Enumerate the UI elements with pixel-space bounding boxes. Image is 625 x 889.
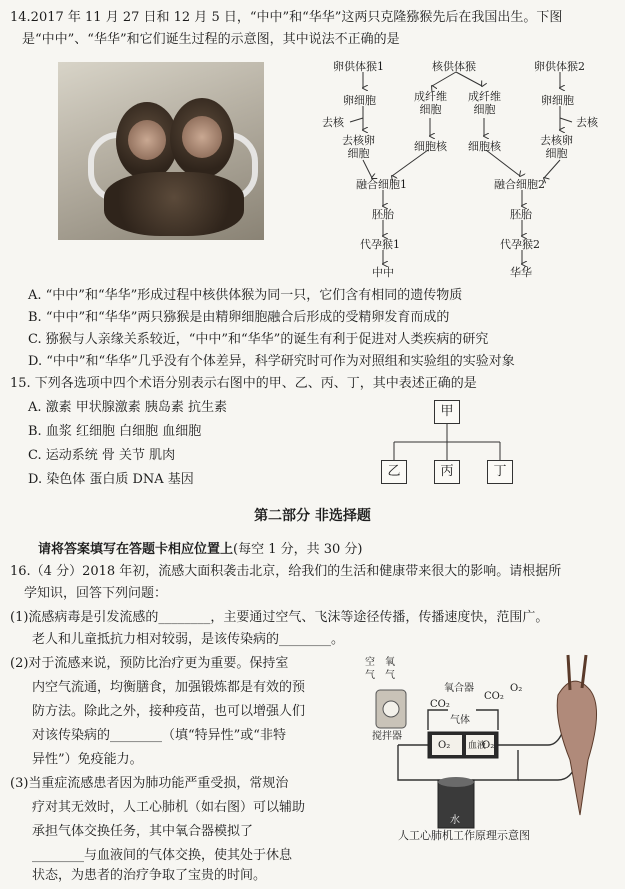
co2-label-a: CO₂ xyxy=(430,699,450,710)
q16-stem-line1: 16.（4 分）2018 年初，流感大面积袭击北京，给我们的生活和健康带来很大的影响。请根据所 xyxy=(10,564,562,579)
q16-stem-line2: 学知识，回答下列问题： xyxy=(24,586,168,601)
q15-tree-diagram xyxy=(370,398,530,490)
fused-cell-1: 融合细胞1 xyxy=(356,178,407,191)
q15-option-d: D. 染色体 蛋白质 DNA 基因 xyxy=(28,472,194,487)
remove-nucleus-2: 去核 xyxy=(576,116,598,129)
q15-stem: 15. 下列各选项中四个术语分别表示右图中的甲、乙、丙、丁，其中表述正确的是 xyxy=(10,376,477,391)
q16-p2-line4: 对该传染病的________（填“特异性”或“非特 xyxy=(32,728,286,743)
q16-p3-line5: 状态，为患者的治疗争取了宝贵的时间。 xyxy=(32,868,267,883)
q16-p3-line3: 承担气体交换任务，其中氧合器模拟了 xyxy=(32,824,254,839)
remove-nucleus-1: 去核 xyxy=(322,116,344,129)
enucleated-1-line1: 去核卵 xyxy=(342,134,375,147)
q14-stem-line1: 14.2017 年 11 月 27 日和 12 月 5 日，“中中”和“华华”这两只克隆猕猴先后在我国出生。下图 xyxy=(10,10,563,25)
air-label: 空气 xyxy=(365,657,375,681)
q16-p2-line1: (2)对于流感来说，预防比治疗更为重要。保持室 xyxy=(10,656,289,671)
q16-p1-line1: (1)流感病毒是引发流感的________，主要通过空气、飞沫等途径传播，传播速度快，范围广。 xyxy=(10,610,549,625)
q16-p3-line1: (3)当重症流感患者因为肺功能严重受损，常规治 xyxy=(10,776,289,791)
cell-nucleus-2: 细胞核 xyxy=(468,140,501,153)
hlm-caption: 人工心肺机工作原理示意图 xyxy=(398,829,530,842)
fibroblast-a-line2: 细胞 xyxy=(419,103,442,116)
tree-root-jia: 甲 xyxy=(434,400,460,424)
co2-label-b: CO₂ xyxy=(484,691,504,702)
embryo-1: 胚胎 xyxy=(372,208,394,221)
q15-option-c: C. 运动系统 骨 关节 肌肉 xyxy=(28,448,176,463)
q15-option-b: B. 血浆 红细胞 白细胞 血细胞 xyxy=(28,424,202,439)
fibroblast-b xyxy=(468,90,501,116)
q14-option-a: A. “中中”和“华华”形成过程中核供体猴为同一只，它们含有相同的遗传物质 xyxy=(28,288,463,303)
enucleated-1-line2: 细胞 xyxy=(347,147,370,160)
embryo-2: 胚胎 xyxy=(510,208,532,221)
q16-p2-line5: 异性”）免疫能力。 xyxy=(32,752,143,767)
oxygen-label: 氧气 xyxy=(385,657,395,681)
o2-label-top: O₂ xyxy=(510,683,523,694)
blood-label: 血液 xyxy=(468,741,487,751)
instruction-bold: 请将答案填写在答题卡相应位置上 xyxy=(38,542,234,557)
tree-child-ding: 丁 xyxy=(487,460,513,484)
fused-cell-2: 融合细胞2 xyxy=(494,178,545,191)
surrogate-1: 代孕猴1 xyxy=(360,238,400,251)
part2-instruction xyxy=(38,540,363,560)
surrogate-2: 代孕猴2 xyxy=(500,238,540,251)
q16-p2-line3: 防方法。除此之外，接种疫苗，也可以增强人们 xyxy=(32,704,306,719)
enucleated-2-line2: 细胞 xyxy=(545,147,568,160)
egg-donor-1: 卵供体猴1 xyxy=(333,60,384,73)
part2-heading: 第二部分 非选择题 xyxy=(254,508,371,524)
mixer-label: 搅拌器 xyxy=(372,731,402,742)
fibroblast-a xyxy=(414,90,447,116)
q16-p2-line2: 内空气流通，均衡膳食，加强锻炼都是有效的预 xyxy=(32,680,306,695)
enucleated-2-line1: 去核卵 xyxy=(540,134,573,147)
zhongzhong-label: 中中 xyxy=(372,266,394,279)
q16-p3-line4: ________与血液间的气体交换，使其处于休息 xyxy=(32,848,293,863)
o2-label-right: O₂ xyxy=(482,740,495,751)
o2-label-left: O₂ xyxy=(438,740,451,751)
q14-stem-line2: 是“中中”、“华华”和它们诞生过程的示意图，其中说法不正确的是 xyxy=(22,32,400,47)
enucleated-oocyte-2 xyxy=(540,134,573,160)
cloning-flow-diagram xyxy=(0,0,625,290)
oocyte-2: 卵细胞 xyxy=(541,94,574,107)
fibroblast-a-line1: 成纤维 xyxy=(414,90,447,103)
nucleus-donor: 核供体猴 xyxy=(432,60,476,73)
heart-lung-machine-figure xyxy=(358,650,616,840)
q14-option-b: B. “中中”和“华华”两只猕猴是由精卵细胞融合后形成的受精卵发育而成的 xyxy=(28,310,450,325)
q14-option-d: D. “中中”和“华华”几乎没有个体差异，科学研究时可作为对照组和实验组的实验对象 xyxy=(28,354,515,369)
water-label: 水 xyxy=(450,815,460,826)
q16-p1-line2: 老人和儿童抵抗力相对较弱，是该传染病的________。 xyxy=(32,632,345,647)
cell-nucleus-1: 细胞核 xyxy=(414,140,447,153)
oxygenator-label: 氧合器 xyxy=(444,683,474,694)
oocyte-1: 卵细胞 xyxy=(343,94,376,107)
huahua-label: 华华 xyxy=(510,266,532,279)
gas-label: 气体 xyxy=(450,715,470,726)
enucleated-oocyte-1 xyxy=(342,134,375,160)
q16-p3-line2: 疗对其无效时，人工心肺机（如右图）可以辅助 xyxy=(32,800,306,815)
instruction-rest: (每空 1 分，共 30 分) xyxy=(233,542,363,557)
tree-child-bing: 丙 xyxy=(434,460,460,484)
tree-child-yi: 乙 xyxy=(381,460,407,484)
q14-option-c: C. 猕猴与人亲缘关系较近，“中中”和“华华”的诞生有利于促进对人类疾病的研究 xyxy=(28,332,489,347)
egg-donor-2: 卵供体猴2 xyxy=(534,60,585,73)
q15-option-a: A. 激素 甲状腺激素 胰岛素 抗生素 xyxy=(28,400,228,415)
fibroblast-b-line2: 细胞 xyxy=(473,103,496,116)
fibroblast-b-line1: 成纤维 xyxy=(468,90,501,103)
